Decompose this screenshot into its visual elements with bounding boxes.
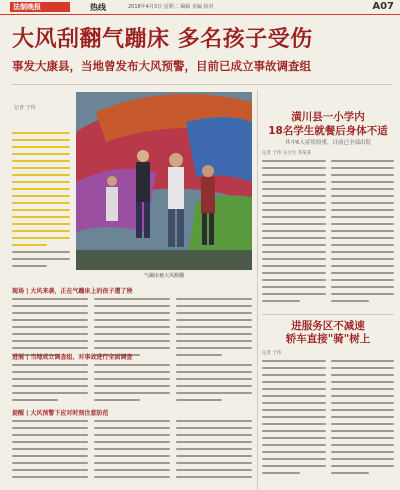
main-headline: 大风刮翻气蹦床 多名孩子受伤 bbox=[12, 27, 313, 52]
rubric-label: 热线 bbox=[90, 3, 106, 12]
right-article-subtitle: 其中6人症状较重，目前已全部出院 bbox=[284, 140, 371, 146]
section-heading: 提醒 | 大风预警下应对时刻注意防范 bbox=[12, 410, 109, 417]
masthead-rule bbox=[0, 14, 400, 15]
section-heading: 进展 | 当地成立调查组，对事故进行全面调查 bbox=[12, 354, 133, 361]
headline-divider bbox=[12, 84, 392, 85]
brand-label: 法制晚报 bbox=[10, 2, 70, 12]
main-byline: 记者 于伟 bbox=[14, 105, 36, 111]
masthead-meta: 2018年4月3日 星期二 编辑 美编 校对 bbox=[128, 4, 214, 10]
photo-caption: 气蹦床被大风掀翻 bbox=[143, 273, 184, 279]
lead-paragraph bbox=[12, 132, 70, 272]
page-number: A07 bbox=[372, 1, 394, 12]
section-body bbox=[12, 420, 252, 483]
news-photo bbox=[76, 92, 252, 270]
right-article-body bbox=[262, 160, 394, 307]
right-article2-byline: 记者 于伟 bbox=[262, 351, 282, 356]
right-article2-body bbox=[262, 360, 394, 479]
right-article-title-text: 潢川县一小学内 18名学生就餐后身体不适 bbox=[268, 111, 388, 137]
right-divider bbox=[262, 314, 394, 315]
right-article-title bbox=[262, 110, 394, 138]
right-article-byline: 记者 于伟 实习生 李某某 bbox=[262, 151, 312, 156]
column-divider bbox=[257, 90, 258, 490]
main-subhead: 事发大康县，当地曾发布大风预警，目前已成立事故调查组 bbox=[12, 59, 311, 73]
right-article2-title-text: 进服务区不减速 轿车直接"骑"树上 bbox=[285, 320, 371, 345]
right-article2-title bbox=[262, 320, 394, 346]
section-heading: 现场 | 大风来袭，正在气蹦床上的孩子遭了殃 bbox=[12, 288, 133, 295]
section-body bbox=[12, 364, 252, 406]
masthead-bar bbox=[0, 0, 400, 14]
